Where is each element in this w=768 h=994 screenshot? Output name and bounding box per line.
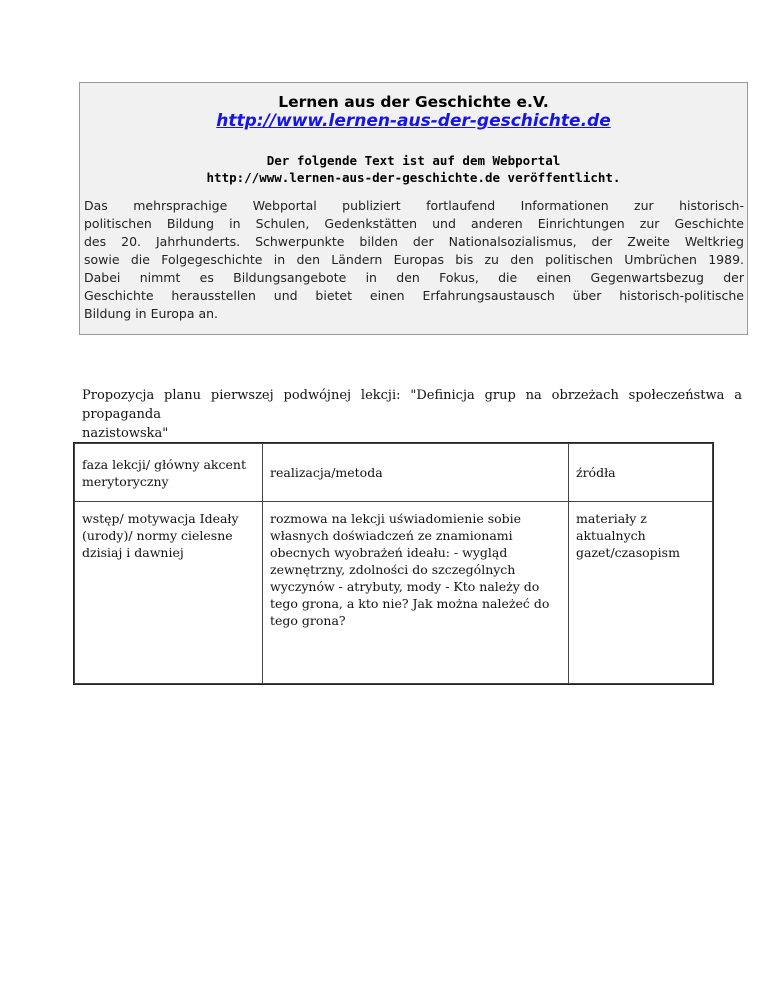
notice-box — [79, 82, 748, 335]
lesson-plan-table — [74, 443, 713, 684]
description-line: Dabei nimmt es Bildungsangebote in den Fokus, die einen Gegenwartsbezug der — [84, 270, 744, 285]
lesson-proposal-title — [82, 386, 742, 443]
portal-description — [84, 197, 744, 323]
header-method: realizacja/metoda — [263, 444, 569, 502]
header-phase: faza lekcji/ główny akcent merytoryczny — [75, 444, 263, 502]
description-line: des 20. Jahrhunderts. Schwerpunkte bilden der Nationalsozialismus, der Zweite Weltkrieg — [84, 234, 744, 249]
org-title: Lernen aus der Geschichte e.V. — [278, 93, 549, 111]
description-line: Geschichte herausstellen und bietet einen Erfahrungsaustausch über historisch-politische — [84, 288, 744, 303]
publish-notice-line-2: http://www.lernen-aus-der-geschichte.de veröffentlicht. — [206, 170, 621, 185]
proposal-line-2: nazistowska" — [82, 426, 169, 441]
table-header-row — [75, 444, 713, 502]
description-line: Bildung in Europa an. — [84, 306, 219, 321]
table-row — [75, 502, 713, 684]
cell-sources: materiały z aktualnych gazet/czasopism — [569, 502, 713, 684]
header-sources: źródła — [569, 444, 713, 502]
description-line: Das mehrsprachige Webportal publiziert fortlaufend Informationen zur historisch- — [84, 198, 744, 213]
cell-method: rozmowa na lekcji uświadomienie sobie własnych doświadczeń ze znamionami obecnych wyobrażeń ideału: - wygląd zewnętrzny, zdolności do szczególnych wyczynów - atrybuty, mody - Kto należy do tego grona, a kto nie? Jak można należeć do tego grona? — [263, 502, 569, 684]
proposal-line-1: Propozycja planu pierwszej podwójnej lekcji: "Definicja grup na obrzeżach społeczeństwa a propaganda — [82, 388, 742, 422]
description-line: sowie die Folgegeschichte in den Ländern Europas bis zu den politischen Umbrüchen 1989. — [84, 252, 744, 267]
description-line: politischen Bildung in Schulen, Gedenkstätten und anderen Einrichtungen zur Geschichte — [84, 216, 744, 231]
publish-notice-line-1: Der folgende Text ist auf dem Webportal — [266, 153, 561, 168]
cell-phase: wstęp/ motywacja Ideały (urody)/ normy cielesne dzisiaj i dawniej — [75, 502, 263, 684]
org-website-link[interactable]: http://www.lernen-aus-der-geschichte.de — [216, 111, 611, 131]
